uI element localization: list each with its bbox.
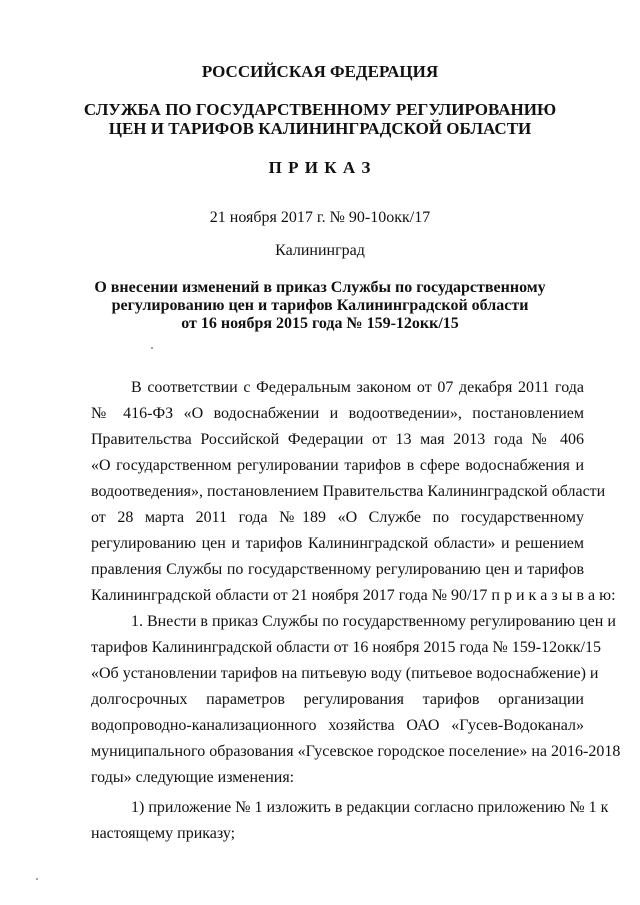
order-title-line-2: регулированию цен и тарифов Калининградской области xyxy=(111,297,529,314)
paragraph-1-line: В соответствии с Федеральным законом от 07 декабря 2011 года xyxy=(131,379,584,396)
paragraph-2-line: «Об установлении тарифов на питьевую воду (питьевое водоснабжение) и xyxy=(91,665,599,682)
paragraph-3-line: 1) приложение № 1 изложить в редакции согласно приложению № 1 к xyxy=(131,799,609,816)
scan-speck xyxy=(151,347,153,349)
scan-speck xyxy=(36,878,38,880)
city-name: Калининград xyxy=(275,242,365,259)
country-heading: РОССИЙСКАЯ ФЕДЕРАЦИЯ xyxy=(201,62,439,81)
order-date-number: 21 ноября 2017 г. № 90-10окк/17 xyxy=(209,209,431,226)
paragraph-2-line: муниципального образования «Гусевское городское поселение» на 2016-2018 xyxy=(91,743,621,760)
order-title-line-1: О внесении изменений в приказ Службы по государственному xyxy=(94,279,546,296)
paragraph-1-line: правления Службы по государственному регулированию цен и тарифов xyxy=(91,561,584,578)
document-type: П Р И К А З xyxy=(268,158,372,177)
paragraph-1-line: № 416-ФЗ «О водоснабжении и водоотведении», постановлением xyxy=(91,405,584,422)
paragraph-2-line: тарифов Калининградской области от 16 ноября 2015 года № 159-12окк/15 xyxy=(91,639,602,656)
agency-heading-line-1: СЛУЖБА ПО ГОСУДАРСТВЕННОМУ РЕГУЛИРОВАНИЮ xyxy=(83,100,557,119)
paragraph-1-line: от 28 марта 2011 года №189 «О Службе по государственному xyxy=(91,509,584,526)
agency-heading-line-2: ЦЕН И ТАРИФОВ КАЛИНИНГРАДСКОЙ ОБЛАСТИ xyxy=(108,119,532,138)
order-title-line-3: от 16 ноября 2015 года № 159-12окк/15 xyxy=(181,315,459,332)
paragraph-1-line: водоотведения», постановлением Правительства Калининградской области xyxy=(91,483,606,500)
paragraph-1-line: Калининградской области от 21 ноября 2017 года № 90/17 п р и к а з ы в а ю: xyxy=(91,587,616,604)
paragraph-2-line: 1. Внести в приказ Службы по государственному регулированию цен и xyxy=(131,613,616,630)
paragraph-2-line: водопроводно-канализационного хозяйства ОАО «Гусев-Водоканал» xyxy=(91,717,584,734)
paragraph-1-line: «О государственном регулировании тарифов в сфере водоснабжения и xyxy=(91,457,584,474)
paragraph-3-line: настоящему приказу; xyxy=(91,825,236,842)
paragraph-2-line: годы» следующие изменения: xyxy=(91,769,295,786)
paragraph-1-line: Правительства Российской Федерации от 13 мая 2013 года № 406 xyxy=(91,431,584,448)
paragraph-1-line: регулированию цен и тарифов Калининградской области» и решением xyxy=(91,535,584,552)
paragraph-2-line: долгосрочных параметров регулирования тарифов организации xyxy=(91,691,584,708)
